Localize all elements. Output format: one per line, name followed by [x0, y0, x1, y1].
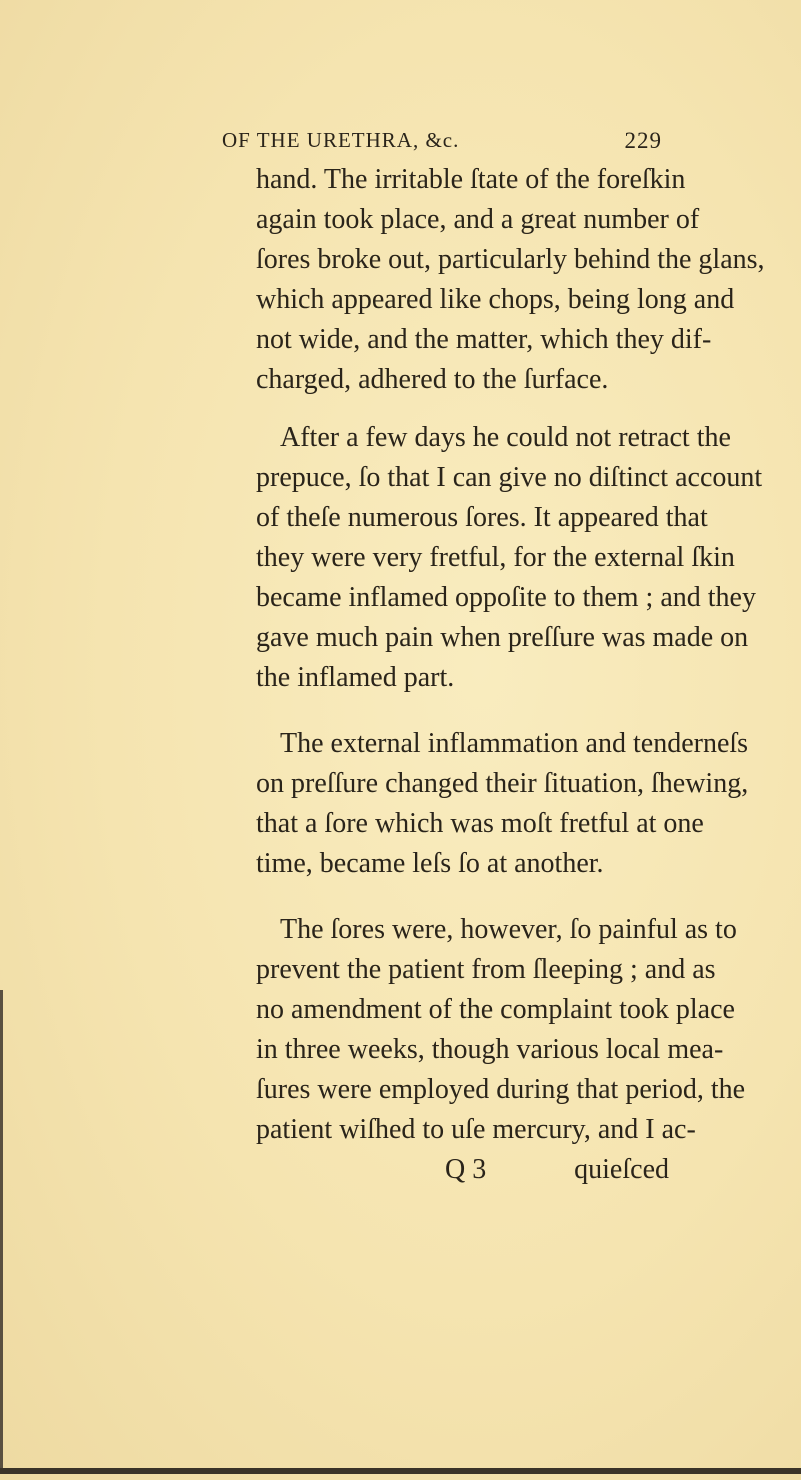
text-line: The external inflammation and tenderneſs: [280, 728, 749, 759]
text-line: prepuce, ſo that I can give no diſtinct account: [256, 462, 763, 493]
text-line: no amendment of the complaint took place: [256, 994, 735, 1025]
text-line: in three weeks, though various local mea-: [256, 1034, 724, 1065]
text-line: patient wiſhed to uſe mercury, and I ac-: [256, 1114, 696, 1145]
text-line: the inflamed part.: [256, 662, 455, 693]
text-line: prevent the patient from ſleeping ; and as: [256, 954, 716, 985]
text-line: gave much pain when preſſure was made on: [256, 622, 749, 653]
running-head-title: OF THE URETHRA, &c.: [222, 128, 460, 152]
text-line: ſores broke out, particularly behind the glans,: [256, 244, 765, 275]
text-line: time, became leſs ſo at another.: [256, 848, 604, 879]
text-line: hand. The irritable ſtate of the foreſkin: [256, 164, 686, 195]
catchword: quieſced: [574, 1154, 669, 1185]
signature-mark: Q 3: [445, 1154, 487, 1185]
text-line: that a ſore which was moſt fretful at one: [256, 808, 704, 839]
text-line: of theſe numerous ſores. It appeared that: [256, 502, 708, 533]
page-edge-shadow: [0, 990, 3, 1470]
text-line: After a few days he could not retract the: [280, 422, 731, 453]
text-line: became inflamed oppoſite to them ; and they: [256, 582, 756, 613]
text-line: on preſſure changed their ſituation, ſhewing,: [256, 768, 749, 799]
running-head: [222, 128, 662, 158]
text-line: which appeared like chops, being long and: [256, 284, 735, 315]
page-number: 229: [624, 128, 662, 153]
text-line: they were very fretful, for the external ſkin: [256, 542, 735, 573]
text-line: ſures were employed during that period, the: [256, 1074, 746, 1105]
text-line: again took place, and a great number of: [256, 204, 700, 235]
text-line: not wide, and the matter, which they dif-: [256, 324, 712, 355]
page-bottom-edge: [0, 1468, 801, 1474]
text-line: charged, adhered to the ſurface.: [256, 364, 609, 395]
text-line: The ſores were, however, ſo painful as to: [280, 914, 737, 945]
